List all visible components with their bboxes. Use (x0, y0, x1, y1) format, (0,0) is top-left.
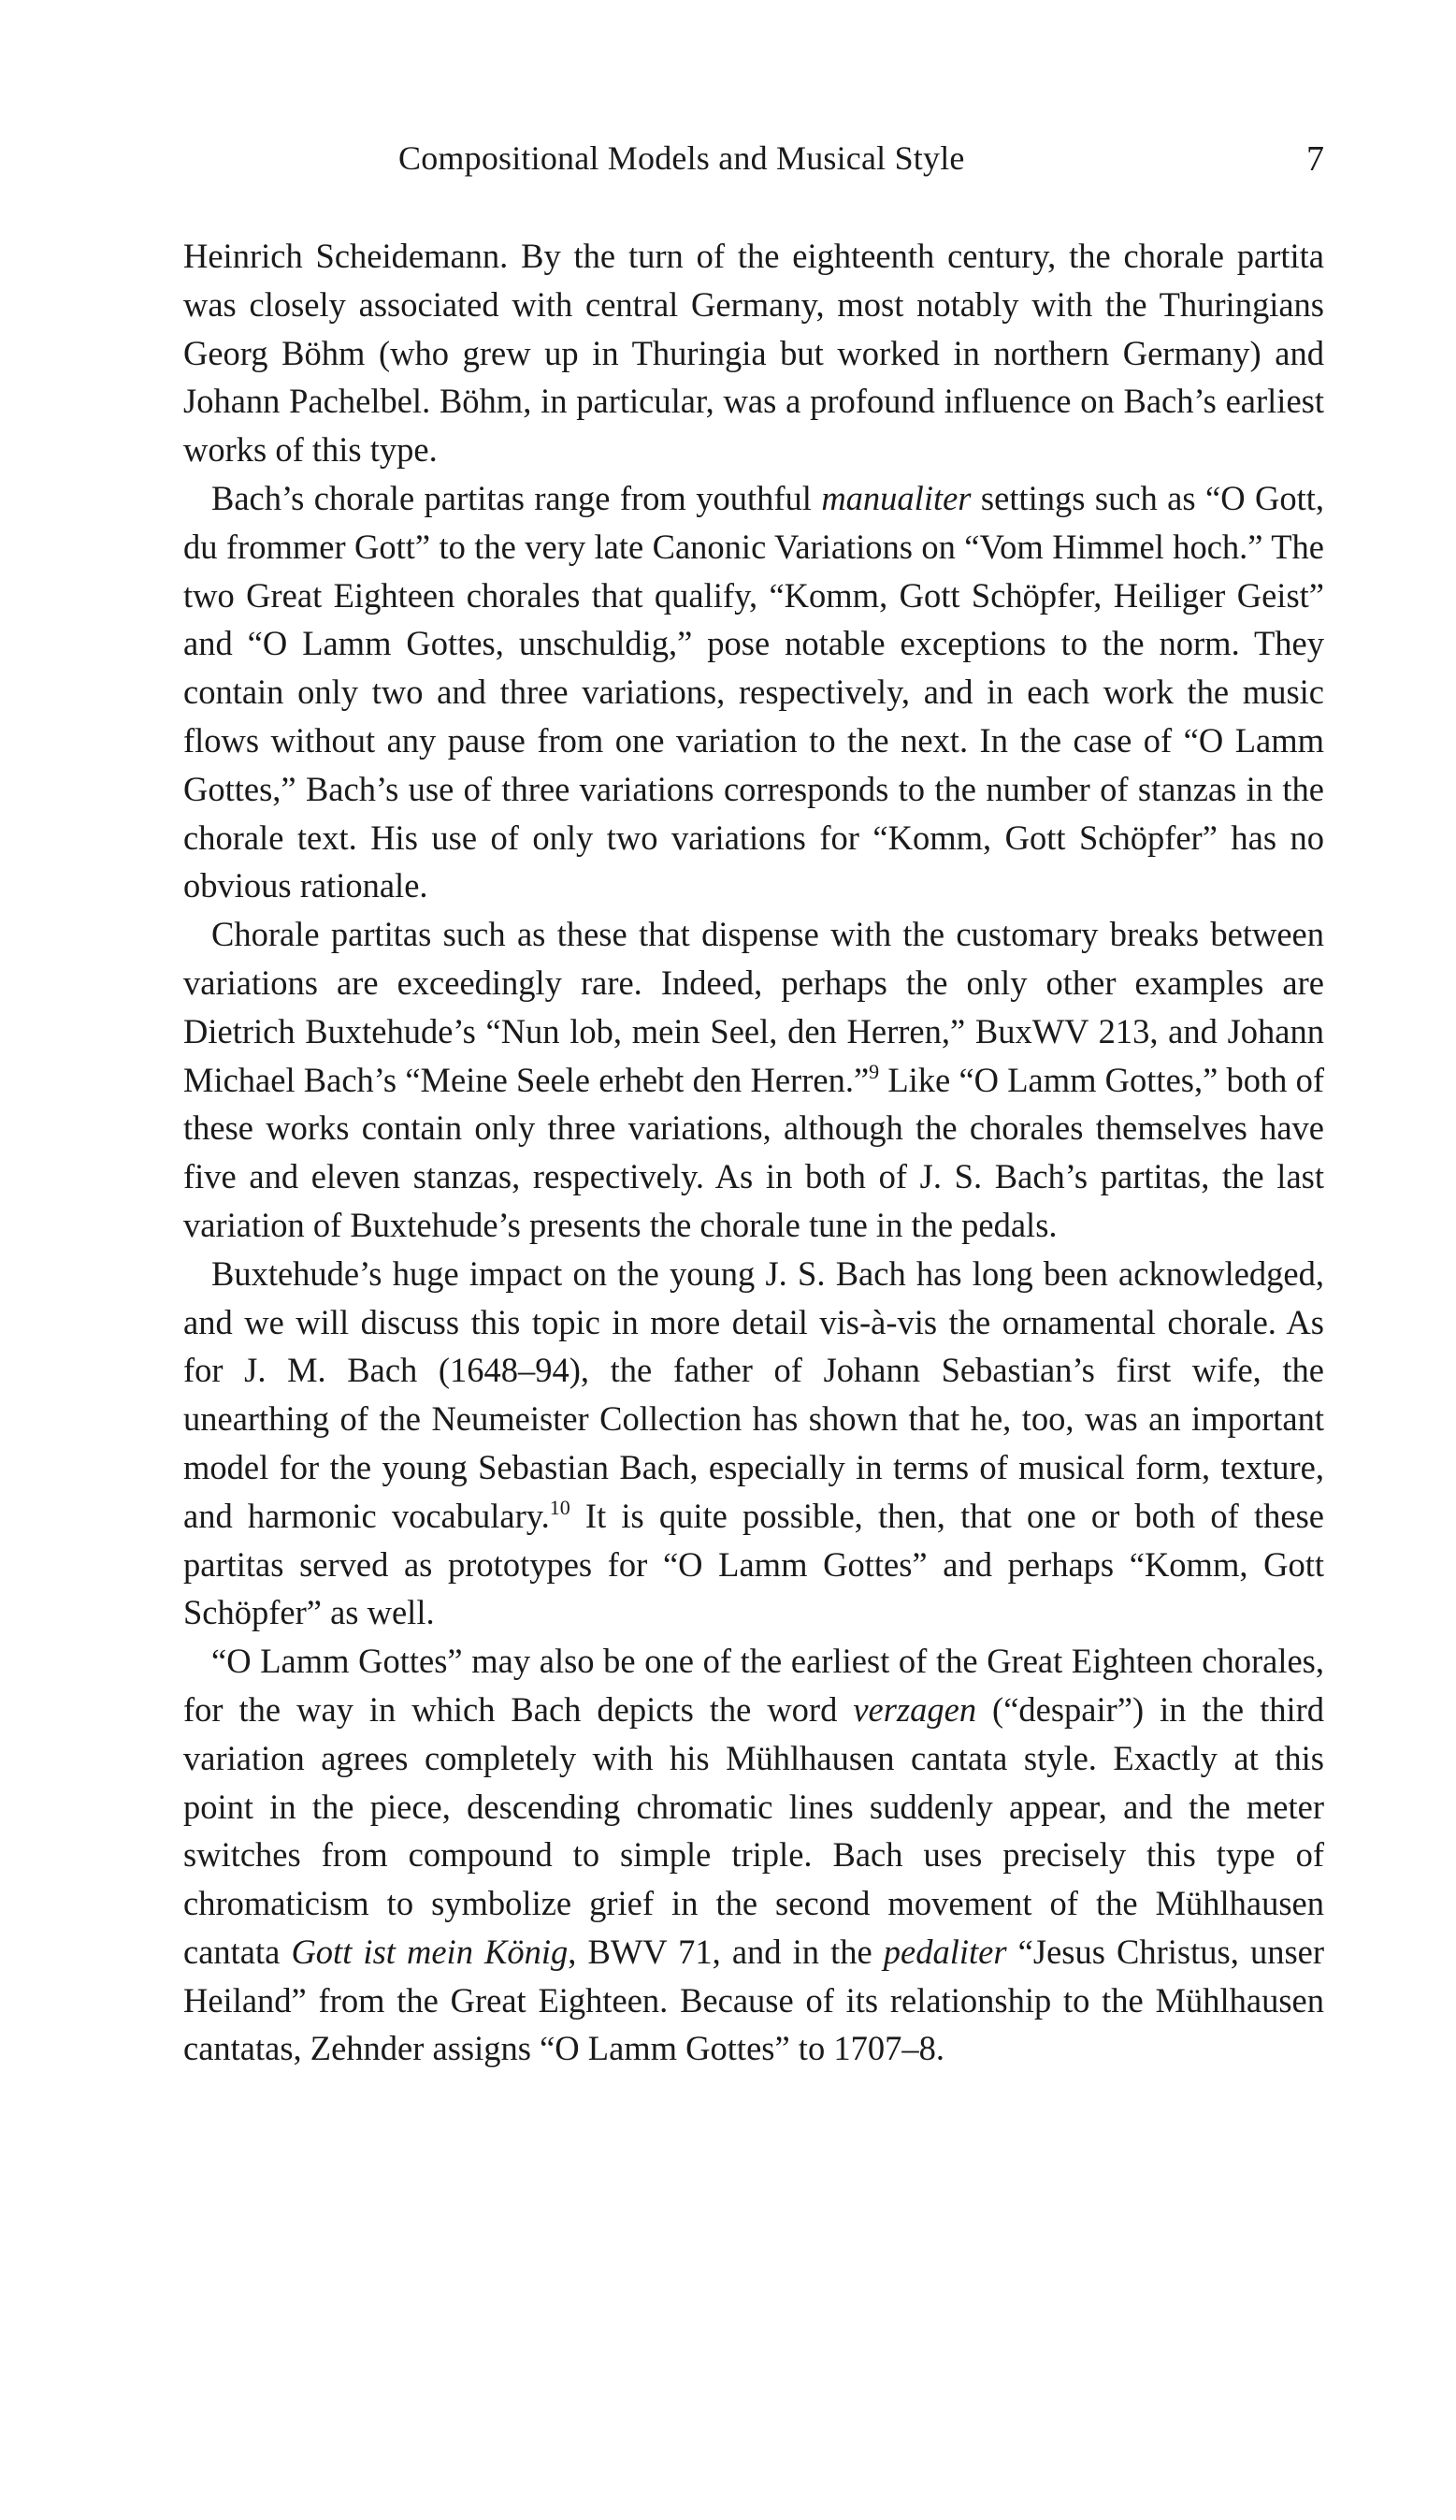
paragraph-3-text-a: Chorale partitas such as these that dispense with the customary breaks between variations are exceedingly rare. Indeed, perhaps the only other examples are Dietrich Buxtehude’s “Nun lob, mein Seel, den Herren,” BuxWV 213, and Johann Michael Bach’s “Meine Seele erhebt den Herren.” (183, 915, 1324, 1099)
paragraph-2 (183, 474, 1324, 910)
paragraph-4-text-b: It is quite possible, then, that one or both of these partitas served as prototypes for “O Lamm Gottes” and perhaps “Komm, Gott Schöpfer” as well. (183, 1496, 1324, 1632)
page-number: 7 (1306, 139, 1324, 179)
paragraph-5 (183, 1637, 1324, 2073)
paragraph-3-text-b: Like “O Lamm Gottes,” both of these works contain only three variations, although the chorales themselves have five and eleven stanzas, respectively. As in both of J. S. Bach’s partitas, the last variation of Buxtehude’s presents the chorale tune in the pedals. (183, 1060, 1324, 1244)
running-title: Compositional Models and Musical Style (398, 139, 965, 177)
paragraph-5-text-a: “O Lamm Gottes” may also be one of the earliest of the Great Eighteen chorales, for the way in which Bach depicts the word (183, 1642, 1324, 1729)
paragraph-2-text-b: settings such as “O Gott, du frommer Gott” to the very late Canonic Variations on “Vom Himmel hoch.” The two Great Eighteen chorales that qualify, “Komm, Gott Schöpfer, Heiliger Geist” and “O Lamm Gottes, unschuldig,” pose notable exceptions to the norm. They contain only two and three variations, respectively, and in each work the music flows without any pause from one variation to the next. In the case of “O Lamm Gottes,” Bach’s use of three variations corresponds to the number of stanzas in the chorale text. His use of only two variations for “Komm, Gott Schöpfer” has no obvious rationale. (183, 478, 1324, 905)
footnote-ref-9: 9 (869, 1059, 880, 1083)
paragraph-5-text-d: “Jesus Christus, unser Heiland” from the Great Eighteen. Because of its relationship to the Mühlhausen cantatas, Zehnder assigns “O Lamm Gottes” to 1707–8. (183, 1932, 1324, 2068)
running-head (183, 138, 1324, 195)
italic-term-verzagen: verzagen (853, 1689, 977, 1729)
italic-title-gott-ist-mein-koenig: Gott ist mein König (291, 1932, 569, 1971)
body-text (183, 232, 1324, 2073)
paragraph-4-text-a: Buxtehude’s huge impact on the young J. S. Bach has long been acknowledged, and we will discuss this topic in more detail vis-à-vis the ornamental chorale. As for J. M. Bach (1648–94), the father of Johann Sebastian’s first wife, the unearthing of the Neumeister Collection has shown that he, too, was an important model for the young Sebastian Bach, especially in terms of musical form, texture, and harmonic vocabulary. (183, 1253, 1324, 1535)
paragraph-1-text: Heinrich Scheidemann. By the turn of the eighteenth century, the chorale partita was closely associated with central Germany, most notably with the Thuringians Georg Böhm (who grew up in Thuringia but worked in northern Germany) and Johann Pachelbel. Böhm, in particular, was a profound influence on Bach’s earliest works of this type. (183, 237, 1324, 470)
paragraph-5-text-c: , BWV 71, and in the (568, 1932, 884, 1971)
paragraph-4 (183, 1250, 1324, 1637)
italic-term-manualiter: manualiter (821, 478, 972, 517)
paragraph-2-text-a: Bach’s chorale partitas range from youthful (211, 478, 822, 517)
paragraph-1 (183, 232, 1324, 474)
footnote-ref-10: 10 (549, 1495, 570, 1519)
italic-term-pedaliter: pedaliter (883, 1932, 1007, 1971)
paragraph-5-text-b: (“despair”) in the third variation agrees completely with his Mühlhausen cantata style. Exactly at this point in the piece, descending chromatic lines suddenly appear, and the meter switches from compound to simple triple. Bach uses precisely this type of chromaticism to symbolize grief in the second movement of the Mühlhausen cantata (183, 1689, 1325, 1971)
paragraph-3 (183, 910, 1324, 1250)
